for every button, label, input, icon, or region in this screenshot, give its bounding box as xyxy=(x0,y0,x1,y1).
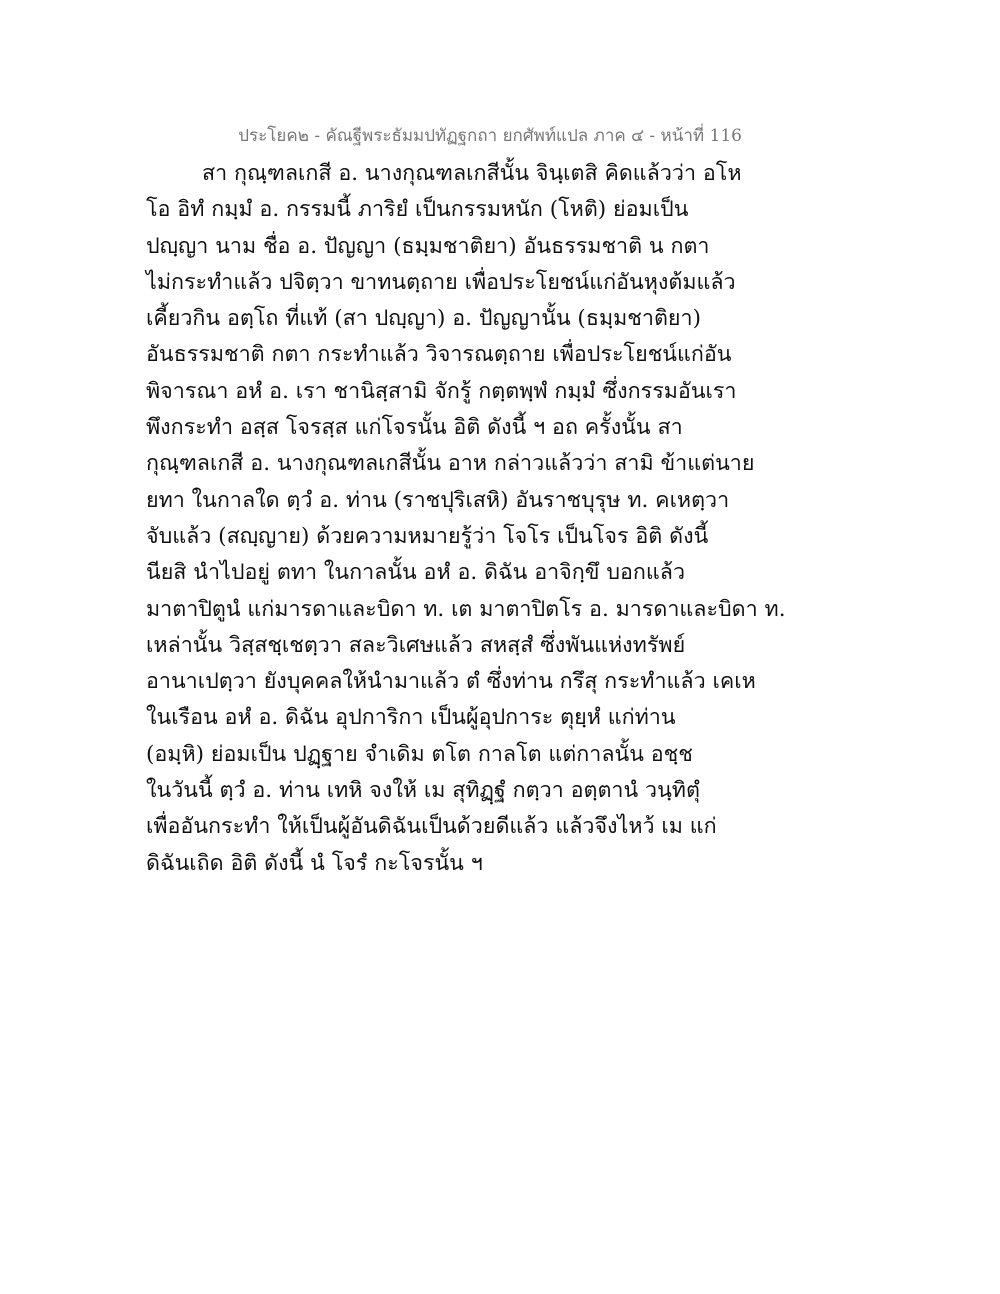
text-line: พิจารณา อหํ อ. เรา ชานิสฺสามิ จักรู้ กตฺตพฺพํ กมฺมํ ซึ่งกรรมอันเรา xyxy=(146,378,737,404)
text-line: เคี้ยวกิน อตฺโถ ที่แท้ (สา ปญฺญา) อ. ปัญญานั้น (ธมฺมชาติยา) xyxy=(146,306,701,332)
text-line: เพื่ออันกระทำ ให้เป็นผู้อันดิฉันเป็นด้วยดีแล้ว แล้วจึงไหว้ เม แก่ xyxy=(146,814,717,840)
text-line: ดิฉันเถิด อิติ ดังนี้ นํ โจรํ กะโจรนั้น ฯ xyxy=(146,850,483,876)
text-line: (อมฺหิ) ย่อมเป็น ปฏฺฐาย จำเดิม ตโต กาลโต แต่กาลนั้น อชฺช xyxy=(146,741,693,767)
text-line: อานาเปตฺวา ยังบุคคลให้นำมาแล้ว ตํ ซึ่งท่าน กรึสุ กระทำแล้ว เคเห xyxy=(146,669,756,695)
text-line: เหล่านั้น วิสฺสชฺเชตฺวา สละวิเศษแล้ว สหสฺสํ ซึ่งพันแห่งทรัพย์ xyxy=(146,632,686,658)
text-line: ในวันนี้ ตฺวํ อ. ท่าน เทหิ จงให้ เม สุทิฏฺฐํ กตฺวา อตฺตานํ วนฺทิตุํ xyxy=(146,778,700,804)
text-line: สา กุณฺฑลเกสี อ. นางกุณฑลเกสีนั้น จินฺเตสิ คิดแล้วว่า อโห xyxy=(202,161,742,186)
text-line: อันธรรมชาติ กตา กระทำแล้ว วิจารณตฺถาย เพื่อประโยชน์แก่อัน xyxy=(146,342,732,368)
text-line: ยทา ในกาลใด ตฺวํ อ. ท่าน (ราชปุริเสหิ) อันราชบุรุษ ท. คเหตฺวา xyxy=(146,487,730,513)
text-line: จับแล้ว (สญฺญาย) ด้วยความหมายรู้ว่า โจโร เป็นโจร อิติ ดังนี้ xyxy=(146,523,709,549)
text-line: ในเรือน อหํ อ. ดิฉัน อุปการิกา เป็นผู้อุปการะ ตุยฺหํ แก่ท่าน xyxy=(146,705,676,731)
text-line: โอ อิทํ กมฺมํ อ. กรรมนี้ ภาริยํ เป็นกรรมหนัก (โหติ) ย่อมเป็น xyxy=(146,197,689,223)
running-title: ประโยค๒ - คัณฐีพระธัมมปทัฏฐกถา ยกศัพท์แปล ภาค ๔ - หน้าที่ 116 xyxy=(238,126,742,146)
page-header xyxy=(238,122,742,150)
body-text xyxy=(146,156,864,882)
text-line: ไม่กระทำแล้ว ปจิตฺวา ขาทนตฺถาย เพื่อประโยชน์แก่อันหุงต้มแล้ว xyxy=(146,269,736,295)
text-line: กุณฺฑลเกสี อ. นางกุณฑลเกสีนั้น อาห กล่าวแล้วว่า สามิ ข้าแต่นาย xyxy=(146,451,755,477)
text-line: ปญฺญา นาม ชื่อ อ. ปัญญา (ธมฺมชาติยา) อันธรรมชาติ น กตา xyxy=(146,233,710,259)
text-line: พึงกระทำ อสฺส โจรสฺส แก่โจรนั้น อิติ ดังนี้ ฯ อถ ครั้งนั้น สา xyxy=(146,415,683,441)
text-line: นียสิ นำไปอยู่ ตทา ในกาลนั้น อหํ อ. ดิฉัน อาจิกฺขึ บอกแล้ว xyxy=(146,560,686,586)
text-line: มาตาปิตูนํ แก่มารดาและบิดา ท. เต มาตาปิตโร อ. มารดาและบิดา ท. xyxy=(146,596,786,622)
